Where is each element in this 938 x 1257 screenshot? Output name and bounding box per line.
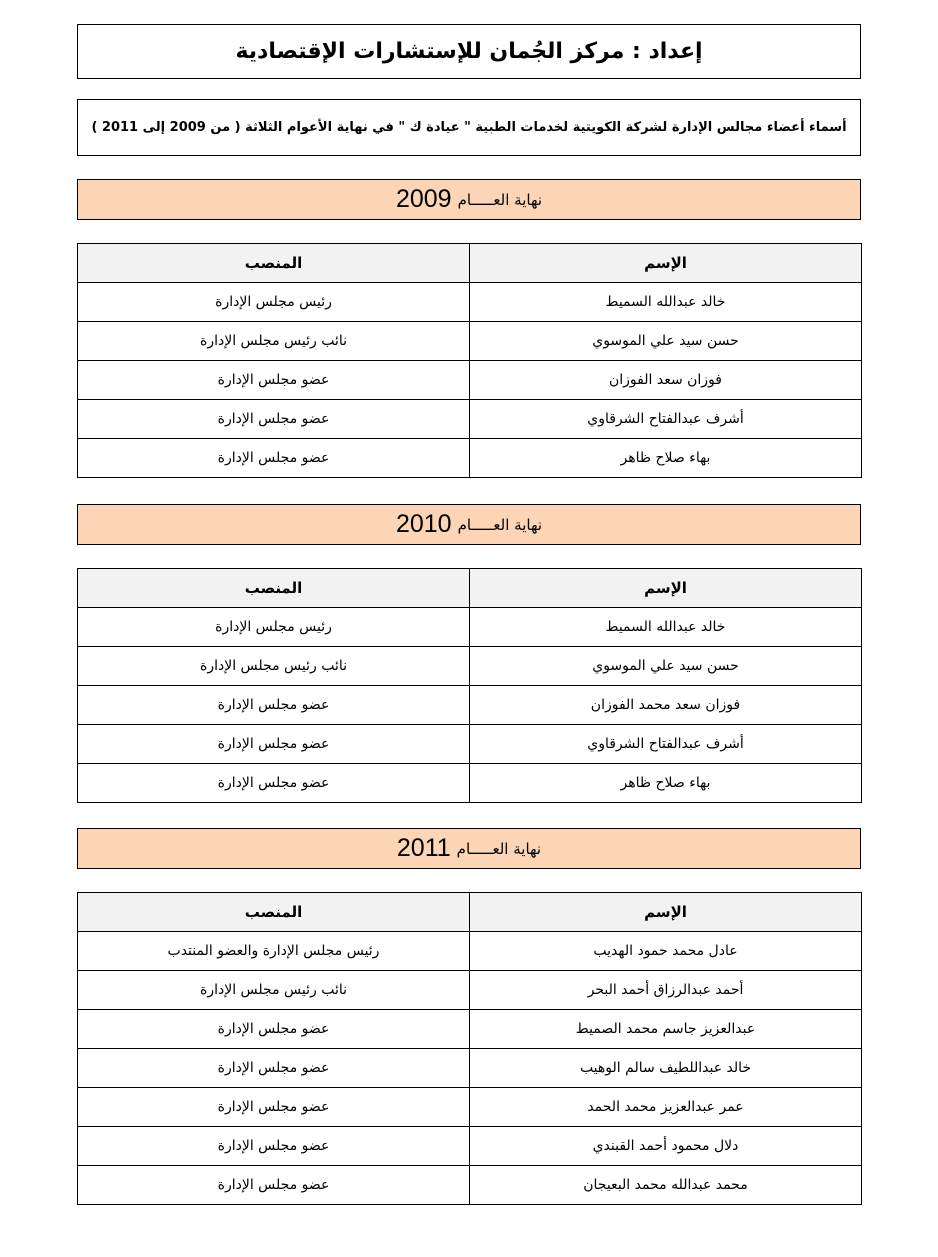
page-title-text: إعداد : مركز الجُمان للإستشارات الإقتصادية [235,39,703,64]
year-header-2011 [77,828,861,869]
table-header-row [78,244,862,283]
member-position: رئيس مجلس الإدارة والعضو المنتدب [78,932,470,971]
table-row [78,725,862,764]
member-name: خالد عبداللطيف سالم الوهيب [470,1049,862,1088]
member-name: عمر عبدالعزيز محمد الحمد [470,1088,862,1127]
year-header-year: 2011 [396,834,451,862]
member-name: حسن سيد علي الموسوي [470,647,862,686]
member-position: رئيس مجلس الإدارة [78,283,470,322]
member-position: عضو مجلس الإدارة [78,1010,470,1049]
table-row [78,1088,862,1127]
table-row [78,686,862,725]
table-row [78,322,862,361]
year-header-2009 [77,179,861,220]
member-name: حسن سيد علي الموسوي [470,322,862,361]
member-position: عضو مجلس الإدارة [78,725,470,764]
year-header-year: 2010 [395,510,452,538]
table-row [78,764,862,803]
member-position: عضو مجلس الإدارة [78,1166,470,1205]
table-row [78,932,862,971]
member-position: عضو مجلس الإدارة [78,400,470,439]
member-name: عبدالعزيز جاسم محمد الصميط [470,1010,862,1049]
member-position: رئيس مجلس الإدارة [78,608,470,647]
column-header-position: المنصب [78,244,470,283]
member-name: محمد عبدالله محمد البعيجان [470,1166,862,1205]
member-name: فوزان سعد الفوزان [470,361,862,400]
table-row [78,400,862,439]
member-name: خالد عبدالله السميط [470,283,862,322]
member-position: عضو مجلس الإدارة [78,1049,470,1088]
table-header-row [78,893,862,932]
member-position: عضو مجلس الإدارة [78,361,470,400]
table-row [78,1127,862,1166]
member-name: بهاء صلاح ظاهر [470,439,862,478]
page-subtitle-text: أسماء أعضاء مجالس الإدارة لشركة الكويتية لخدمات الطبية " عيادة ك " في نهاية الأعوام الثلاثة ( من 2009 إلى 2011 ) [91,120,847,135]
column-header-position: المنصب [78,893,470,932]
member-position: نائب رئيس مجلس الإدارة [78,647,470,686]
member-position: عضو مجلس الإدارة [78,686,470,725]
member-position: نائب رئيس مجلس الإدارة [78,322,470,361]
page-subtitle [77,99,861,156]
table-row [78,361,862,400]
member-name: دلال محمود أحمد القبندي [470,1127,862,1166]
table-row [78,971,862,1010]
member-position: عضو مجلس الإدارة [78,1088,470,1127]
table-row [78,647,862,686]
table-row [78,283,862,322]
member-name: أشرف عبدالفتاح الشرقاوي [470,400,862,439]
member-name: أشرف عبدالفتاح الشرقاوي [470,725,862,764]
year-header-2010 [77,504,861,545]
table-row [78,439,862,478]
members-table-2009 [77,243,862,478]
year-header-label: نهاية العـــــام [456,839,542,858]
year-header-year: 2009 [395,185,452,213]
page-title [77,24,861,79]
table-header-row [78,569,862,608]
member-name: أحمد عبدالرزاق أحمد البحر [470,971,862,1010]
member-name: فوزان سعد محمد الفوزان [470,686,862,725]
year-header-label: نهاية العـــــام [457,190,543,209]
column-header-position: المنصب [78,569,470,608]
column-header-name: الإسم [470,569,862,608]
table-row [78,1010,862,1049]
member-name: خالد عبدالله السميط [470,608,862,647]
year-header-label: نهاية العـــــام [457,515,543,534]
member-name: عادل محمد حمود الهديب [470,932,862,971]
table-row [78,608,862,647]
column-header-name: الإسم [470,244,862,283]
member-position: عضو مجلس الإدارة [78,1127,470,1166]
member-name: بهاء صلاح ظاهر [470,764,862,803]
table-row [78,1049,862,1088]
member-position: عضو مجلس الإدارة [78,764,470,803]
members-table-2010 [77,568,862,803]
table-row [78,1166,862,1205]
column-header-name: الإسم [470,893,862,932]
member-position: نائب رئيس مجلس الإدارة [78,971,470,1010]
member-position: عضو مجلس الإدارة [78,439,470,478]
members-table-2011 [77,892,862,1205]
